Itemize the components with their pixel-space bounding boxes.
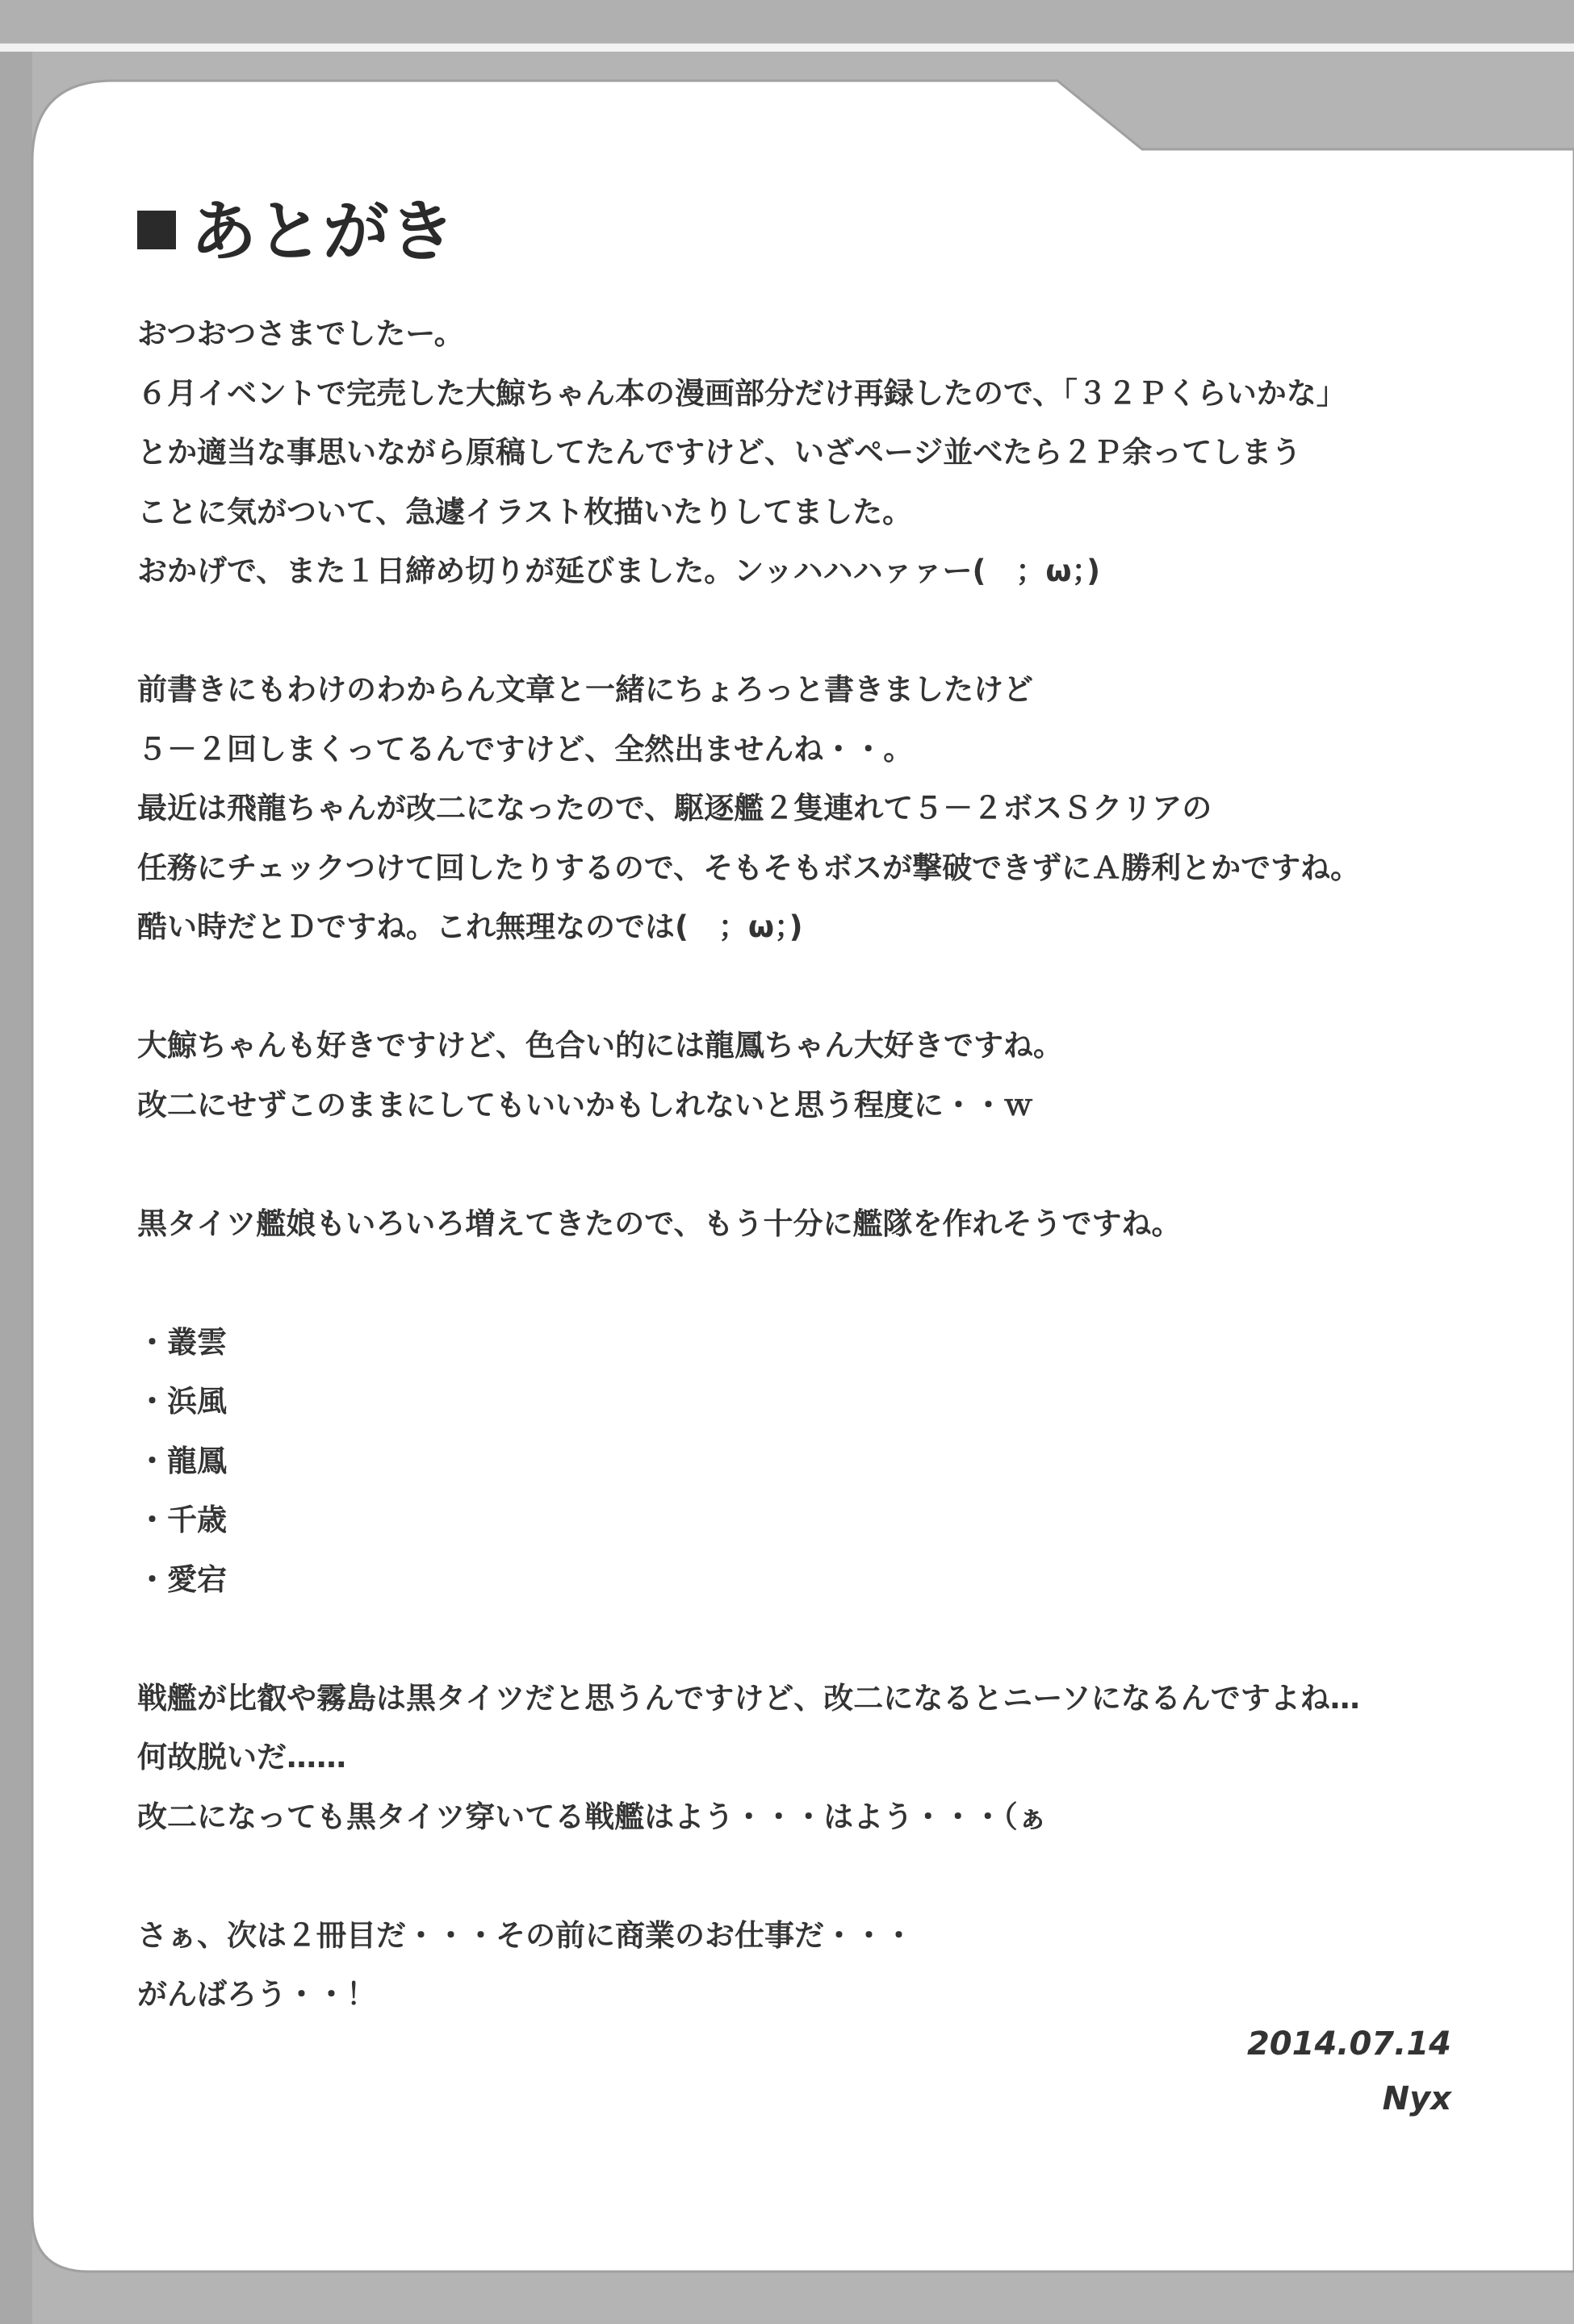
- text-line: 改二になっても黒タイツ穿いてる戦艦はよう・・・はよう・・・（ぁ: [137, 1799, 1048, 1834]
- list-item: ・愛宕: [137, 1561, 227, 1597]
- ship-list: [137, 1313, 1526, 1610]
- paragraph-6: [137, 1669, 1526, 1847]
- text-line: 黒タイツ艦娘もいろいろ増えてきたので、もう十分に艦隊を作れそうですね。: [137, 1206, 1182, 1241]
- text-line: 酷い時だとＤですね。これ無理なのでは( ；ω；): [137, 909, 803, 944]
- afterword-content: [137, 182, 1526, 2134]
- paragraph-gap: [137, 957, 1526, 1017]
- text-line: ことに気がついて、急遽イラスト枚描いたりしてました。: [137, 494, 913, 529]
- text-line: 任務にチェックつけて回したりするので、そもそもボスが撃破できずにＡ勝利とかですね。: [137, 850, 1361, 885]
- signature-date: 2014.07.14: [1246, 2025, 1451, 2063]
- heading-square-icon: [137, 211, 176, 249]
- text-line: 改二にせずこのままにしてもいいかもしれないと思う程度に・・ｗ: [137, 1087, 1033, 1122]
- paragraph-7: [137, 1906, 1526, 2025]
- paragraph-gap: [137, 601, 1526, 661]
- list-item: ・浜風: [137, 1384, 227, 1419]
- text-line: 前書きにもわけのわからん文章と一緒にちょろっと書きましたけど: [137, 672, 1033, 707]
- list-item: ・叢雲: [137, 1324, 227, 1360]
- text-line: ６月イベントで完売した大鯨ちゃん本の漫画部分だけ再録したので、「３２Ｐくらいかな」: [137, 375, 1346, 411]
- text-line: 大鯨ちゃんも好きですけど、色合い的には龍鳳ちゃん大好きですね。: [137, 1028, 1063, 1063]
- paragraph-4: [137, 1194, 1526, 1254]
- afterword-heading: [137, 182, 1526, 270]
- text-line: 何故脱いだ……: [137, 1740, 346, 1774]
- paragraph-1: [137, 304, 1526, 601]
- paragraph-gap: [137, 1609, 1526, 1669]
- text-line: さぁ、次は２冊目だ・・・その前に商業のお仕事だ・・・: [137, 1917, 914, 1953]
- text-line: ５－２回しまくってるんですけど、全然出ませんね・・。: [137, 731, 914, 767]
- text-line: おつおつさまでしたー。: [137, 316, 464, 351]
- signature-author: Nyx: [1382, 2080, 1451, 2117]
- paragraph-2: [137, 660, 1526, 957]
- text-line: 戦艦が比叡や霧島は黒タイツだと思うんですけど、改二になるとニーソになるんですよね…: [137, 1680, 1360, 1716]
- paragraph-gap: [137, 1253, 1526, 1313]
- paragraph-gap: [137, 1846, 1526, 1906]
- text-line: がんばろう・・！: [137, 1977, 376, 2012]
- list-item: ・千歳: [137, 1503, 227, 1537]
- heading-title: あとがき: [190, 193, 456, 270]
- text-line: 最近は飛龍ちゃんが改二になったので、駆逐艦２隻連れて５－２ボスＳクリアの: [137, 791, 1212, 826]
- paragraph-gap: [137, 1135, 1526, 1194]
- text-line: とか適当な事思いながら原稿してたんですけど、いざページ並べたら２Ｐ余ってしまう: [137, 435, 1302, 470]
- list-item: ・龍鳳: [137, 1443, 227, 1478]
- text-line: おかげで、また１日締め切りが延びました。ンッハハハァァー( ；ω；): [137, 554, 1100, 588]
- paragraph-3: [137, 1016, 1526, 1135]
